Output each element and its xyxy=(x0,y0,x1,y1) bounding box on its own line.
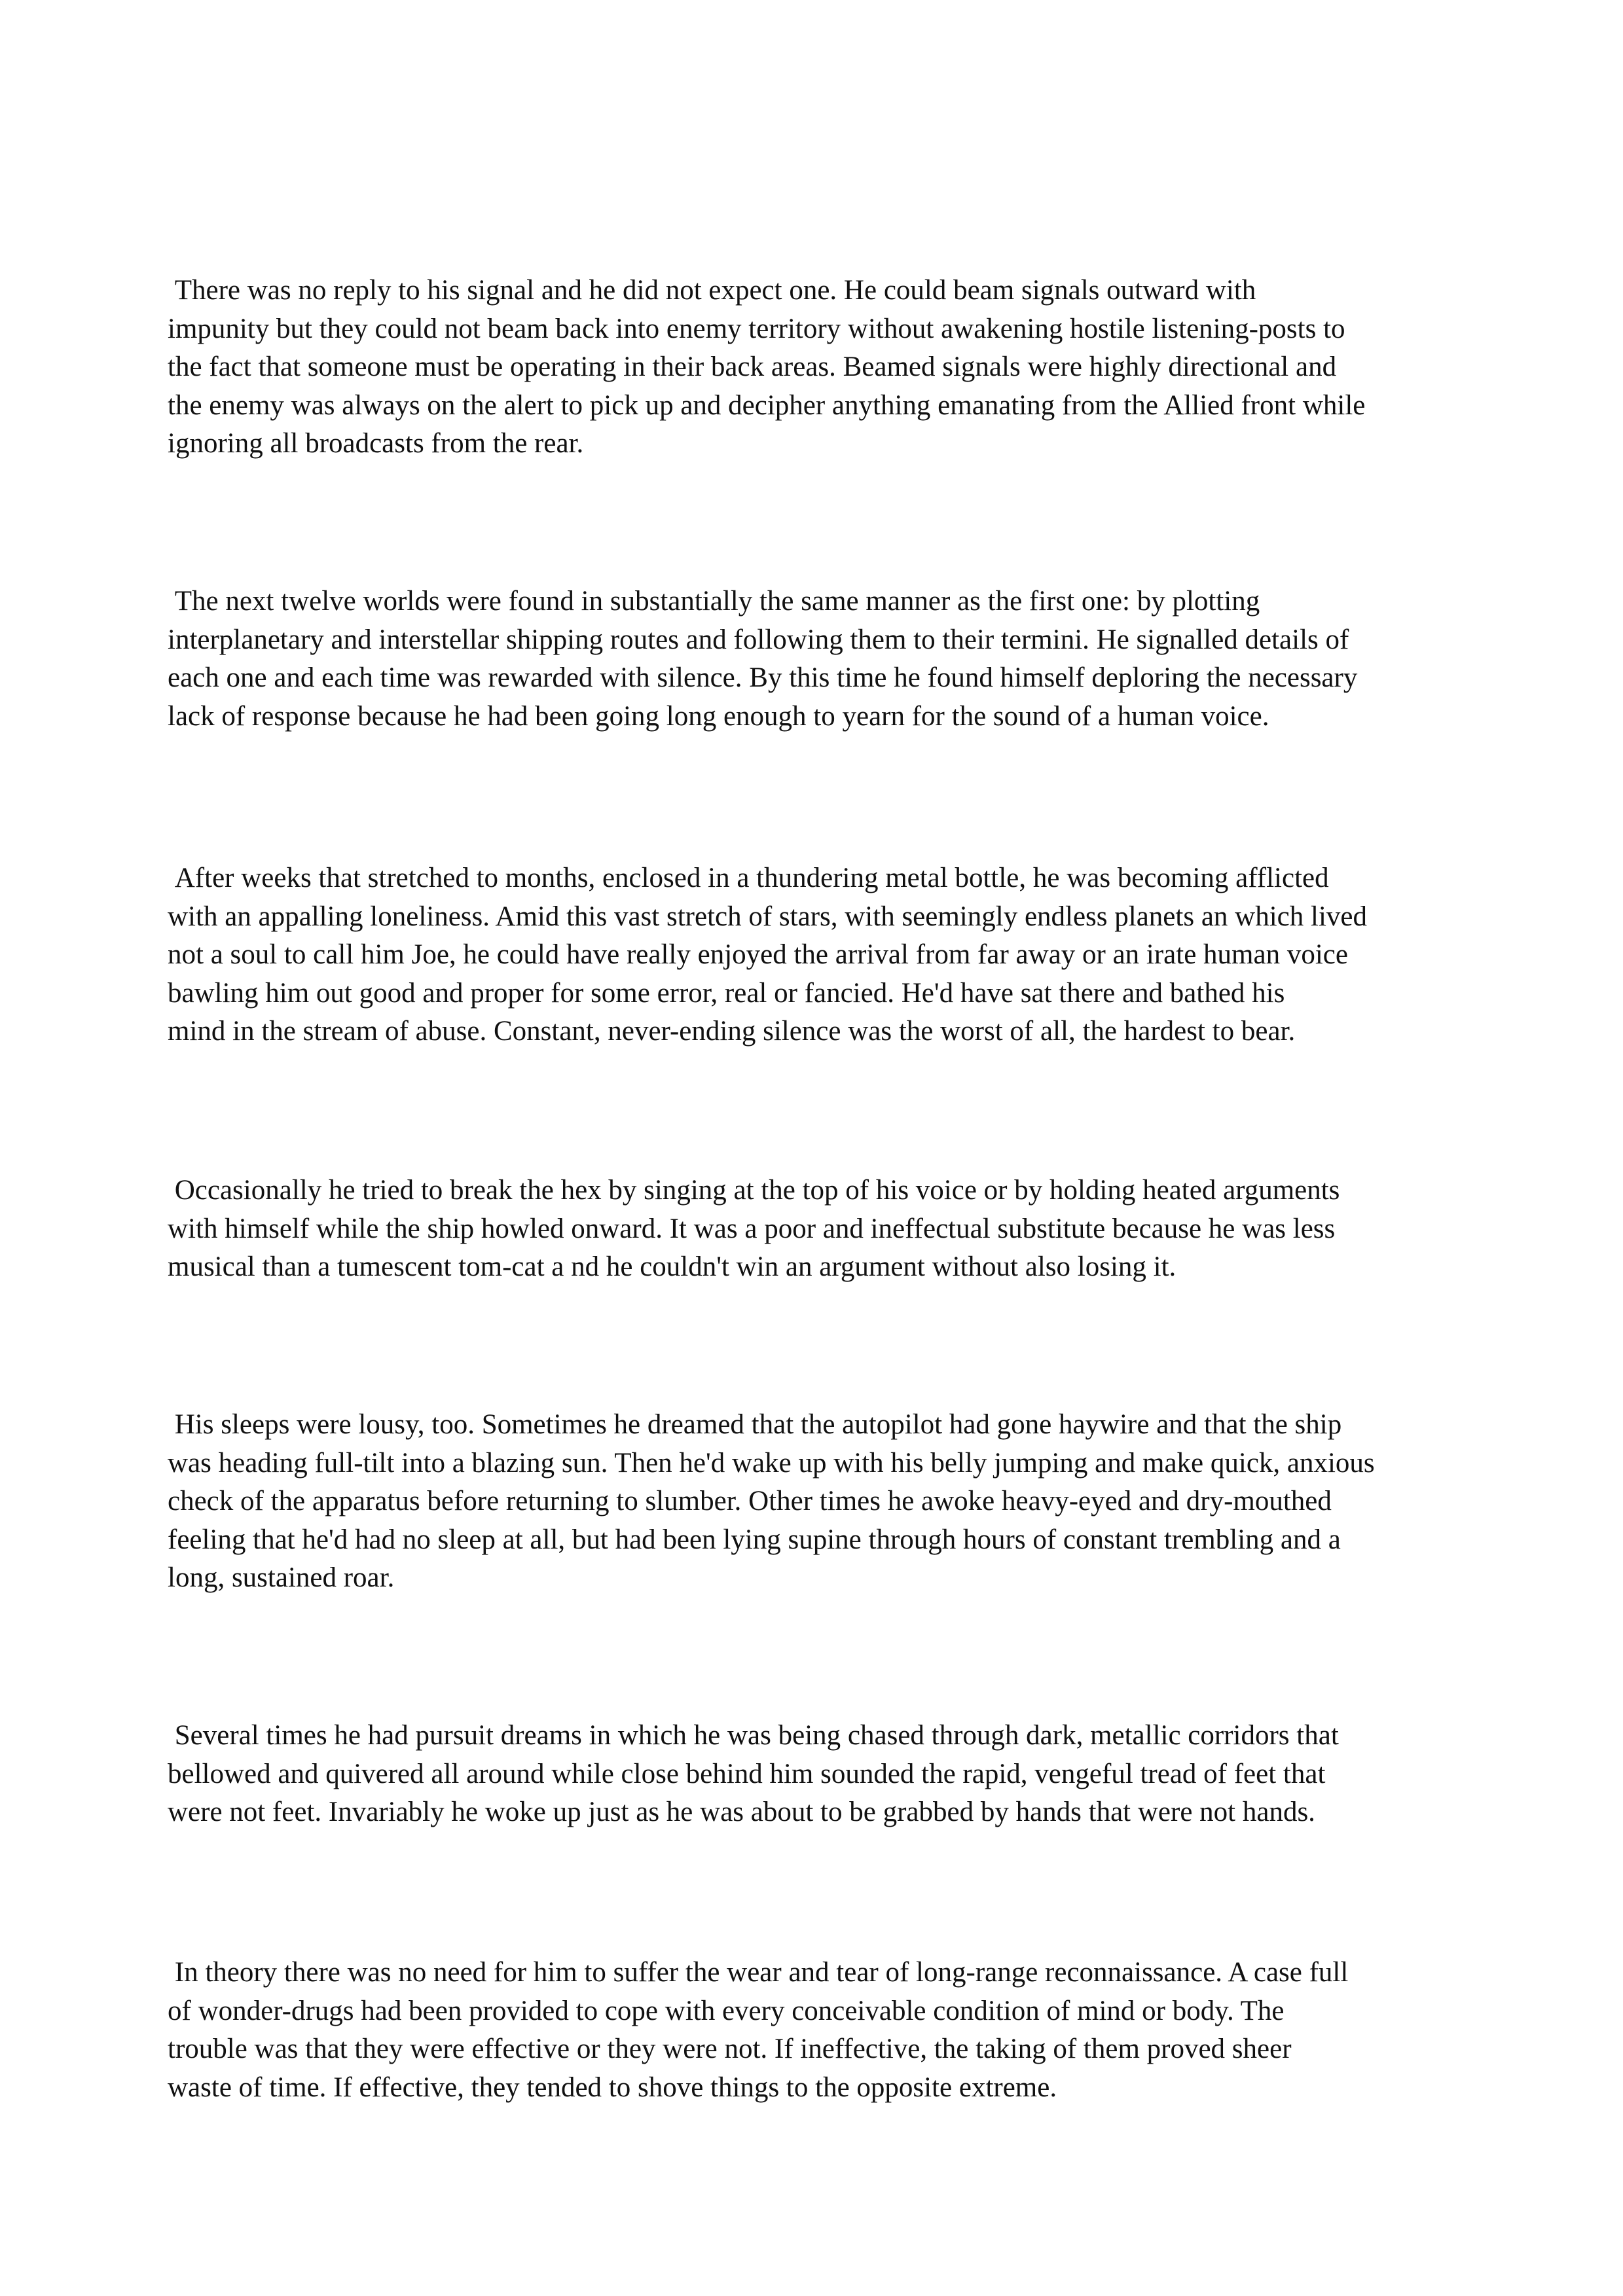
paragraph-1-line-5: ignoring all broadcasts from the rear. xyxy=(168,428,584,459)
paragraph-5-line-3: check of the apparatus before returning to slumber. Other times he awoke heavy-eyed and dry-mouthed xyxy=(168,1486,1332,1516)
paragraph-5-line-2: was heading full-tilt into a blazing sun. Then he'd wake up with his belly jumping and make quick, anxious xyxy=(168,1447,1375,1479)
paragraph-4-line-1: Occasionally he tried to break the hex by singing at the top of his voice or by holding heated arguments xyxy=(168,1175,1340,1206)
paragraph-3-line-5: mind in the stream of abuse. Constant, never-ending silence was the worst of all, the hardest to bear. xyxy=(168,1016,1296,1047)
paragraph-2-line-1: The next twelve worlds were found in substantially the same manner as the first one: by plotting xyxy=(168,586,1260,617)
paragraph-4-line-2: with himself while the ship howled onward. It was a poor and ineffectual substitute because he was less xyxy=(168,1213,1336,1244)
paragraph-6-line-3: were not feet. Invariably he woke up just as he was about to be grabbed by hands that were not hands. xyxy=(168,1797,1315,1827)
paragraph-1-line-1: There was no reply to his signal and he did not expect one. He could beam signals outward with xyxy=(168,275,1256,306)
paragraph-7 xyxy=(168,1954,1474,2107)
paragraph-6-line-2: bellowed and quivered all around while close behind him sounded the rapid, vengeful tread of feet that xyxy=(168,1758,1326,1789)
paragraph-3-line-4: bawling him out good and proper for some error, real or fancied. He'd have sat there and bathed his xyxy=(168,977,1285,1009)
paragraph-7-line-2: of wonder-drugs had been provided to cope with every conceivable condition of mind or body. The xyxy=(168,1995,1285,2026)
paragraph-2-line-2: interplanetary and interstellar shipping routes and following them to their termini. He signalled details of xyxy=(168,624,1349,655)
paragraph-1-line-4: the enemy was always on the alert to pick up and decipher anything emanating from the Allied front while xyxy=(168,389,1366,421)
paragraph-3 xyxy=(168,859,1474,1051)
paragraph-4-line-3: musical than a tumescent tom-cat a nd he couldn't win an argument without also losing it. xyxy=(168,1251,1176,1282)
paragraph-1-line-3: the fact that someone must be operating in their back areas. Beamed signals were highly directional and xyxy=(168,351,1337,382)
paragraph-3-line-2: with an appalling loneliness. Amid this vast stretch of stars, with seemingly endless planets an which lived xyxy=(168,901,1367,932)
paragraph-5-line-1: His sleeps were lousy, too. Sometimes he dreamed that the autopilot had gone haywire and that the ship xyxy=(168,1409,1342,1440)
paragraph-7-line-4: waste of time. If effective, they tended to shove things to the opposite extreme. xyxy=(168,2072,1057,2103)
paragraph-7-line-3: trouble was that they were effective or they were not. If ineffective, the taking of them proved sheer xyxy=(168,2034,1292,2064)
paragraph-3-line-3: not a soul to call him Joe, he could have really enjoyed the arrival from far away or an irate human voice xyxy=(168,939,1348,970)
paragraph-1 xyxy=(168,272,1474,463)
paragraph-3-line-1: After weeks that stretched to months, enclosed in a thundering metal bottle, he was becoming afflicted xyxy=(168,863,1329,893)
paragraph-6-line-1: Several times he had pursuit dreams in which he was being chased through dark, metallic corridors that xyxy=(168,1720,1339,1751)
paragraph-5 xyxy=(168,1406,1474,1598)
paragraph-4 xyxy=(168,1172,1474,1287)
paragraph-5-line-4: feeling that he'd had no sleep at all, but had been lying supine through hours of constant trembling and a xyxy=(168,1524,1341,1555)
paragraph-6 xyxy=(168,1717,1474,1832)
paragraph-2-line-4: lack of response because he had been going long enough to yearn for the sound of a human voice. xyxy=(168,700,1269,732)
paragraph-7-line-1: In theory there was no need for him to suffer the wear and tear of long-range reconnaissance. A case full xyxy=(168,1957,1349,1988)
paragraph-5-line-5: long, sustained roar. xyxy=(168,1562,395,1593)
paragraph-1-line-2: impunity but they could not beam back into enemy territory without awakening hostile listening-posts to xyxy=(168,313,1345,344)
paragraph-2-line-3: each one and each time was rewarded with silence. By this time he found himself deploring the necessary xyxy=(168,662,1358,693)
paragraph-2 xyxy=(168,583,1474,736)
